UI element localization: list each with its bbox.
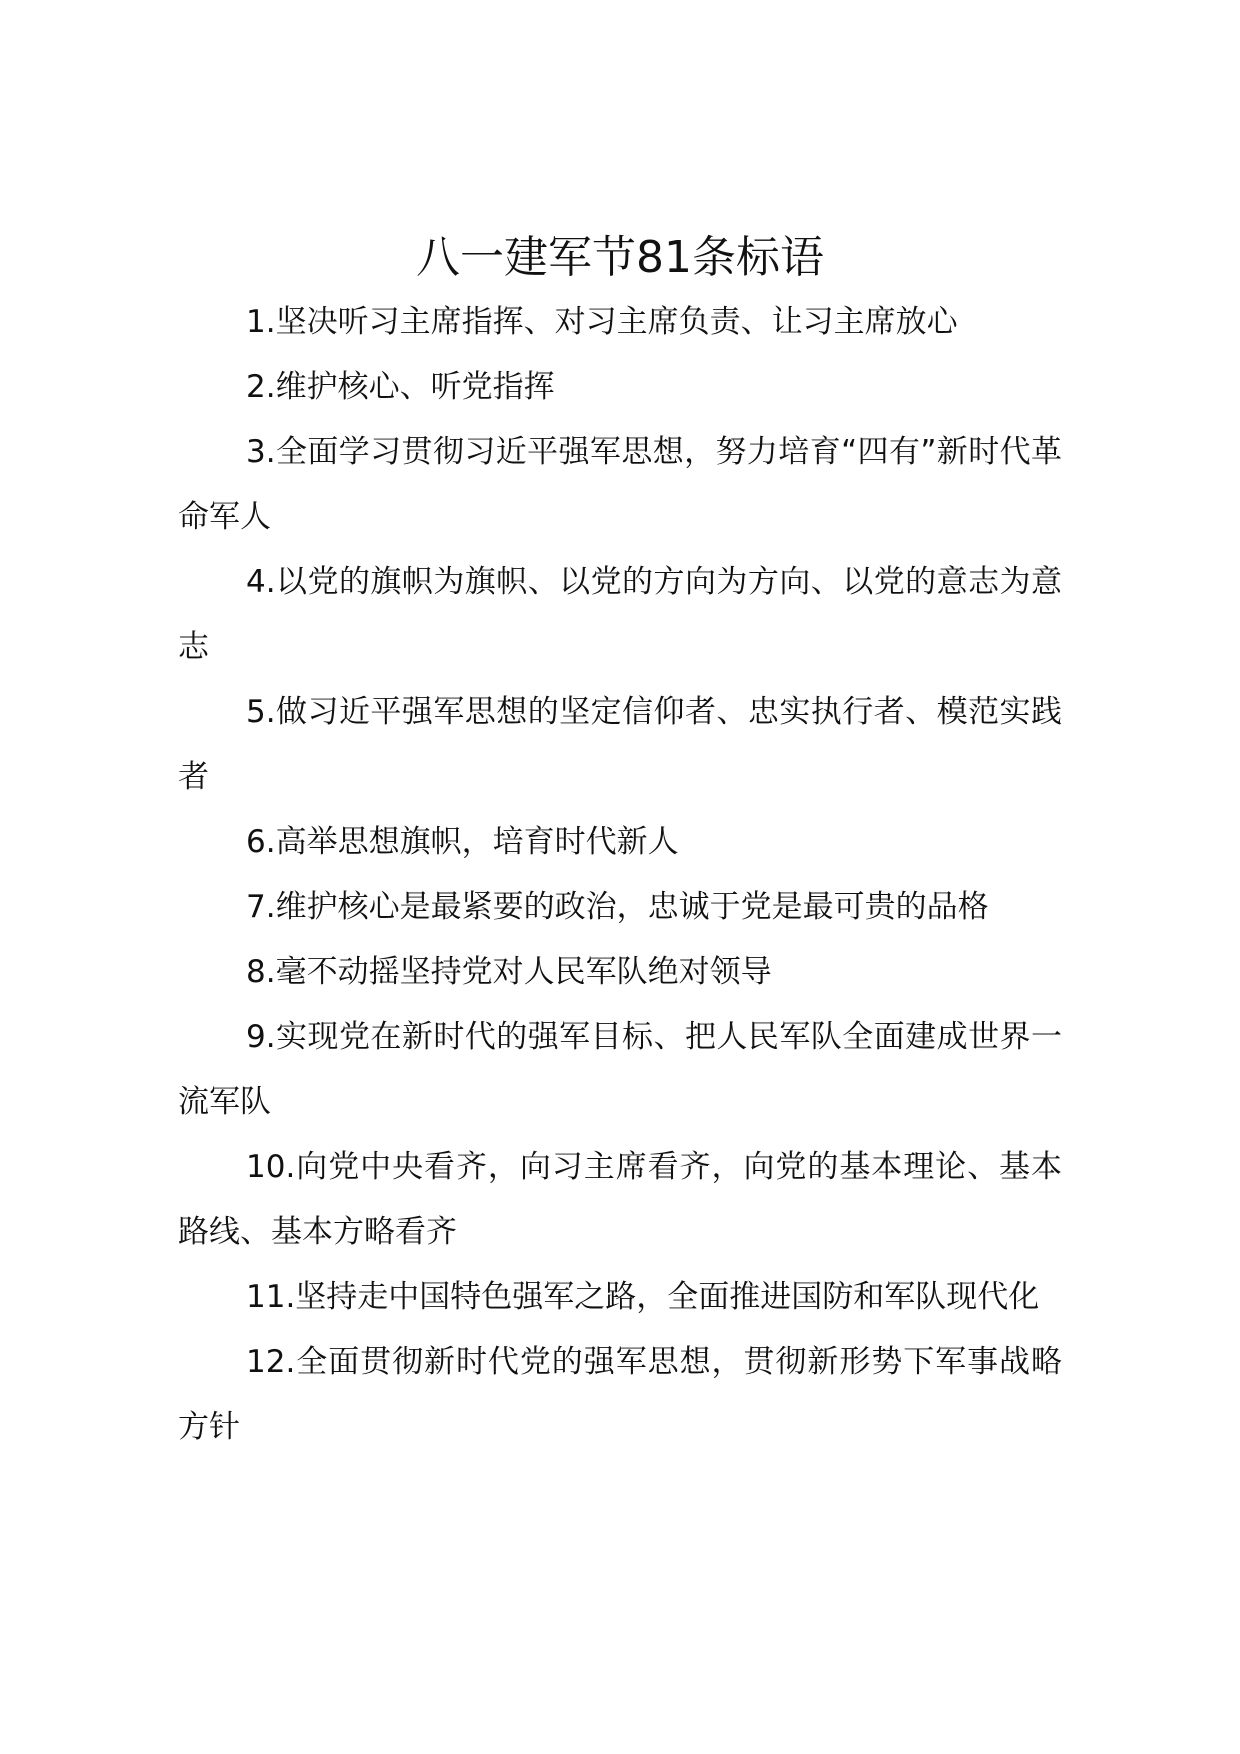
slogan-item: 11.坚持走中国特色强军之路，全面推进国防和军队现代化 — [246, 1279, 1040, 1315]
slogan-item: 1.坚决听习主席指挥、对习主席负责、让习主席放心 — [246, 304, 958, 340]
slogan-item: 10.向党中央看齐，向习主席看齐，向党的基本理论、基本路线、基本方略看齐 — [178, 1149, 1062, 1250]
slogan-item: 12.全面贯彻新时代党的强军思想，贯彻新形势下军事战略方针 — [178, 1344, 1062, 1445]
slogan-item: 9.实现党在新时代的强军目标、把人民军队全面建成世界一流军队 — [178, 1019, 1062, 1120]
slogan-item: 4.以党的旗帜为旗帜、以党的方向为方向、以党的意志为意志 — [178, 564, 1062, 665]
slogan-item: 7.维护核心是最紧要的政治，忠诚于党是最可贵的品格 — [246, 889, 989, 925]
slogan-item: 3.全面学习贯彻习近平强军思想，努力培育“四有”新时代革命军人 — [178, 434, 1062, 535]
slogan-list — [178, 290, 1062, 1460]
slogan-item: 8.毫不动摇坚持党对人民军队绝对领导 — [246, 954, 772, 990]
document-title: 八一建军节81条标语 — [416, 232, 824, 283]
slogan-item: 2.维护核心、听党指挥 — [246, 369, 555, 405]
slogan-item: 5.做习近平强军思想的坚定信仰者、忠实执行者、模范实践者 — [178, 694, 1062, 795]
slogan-item: 6.高举思想旗帜，培育时代新人 — [246, 824, 679, 860]
